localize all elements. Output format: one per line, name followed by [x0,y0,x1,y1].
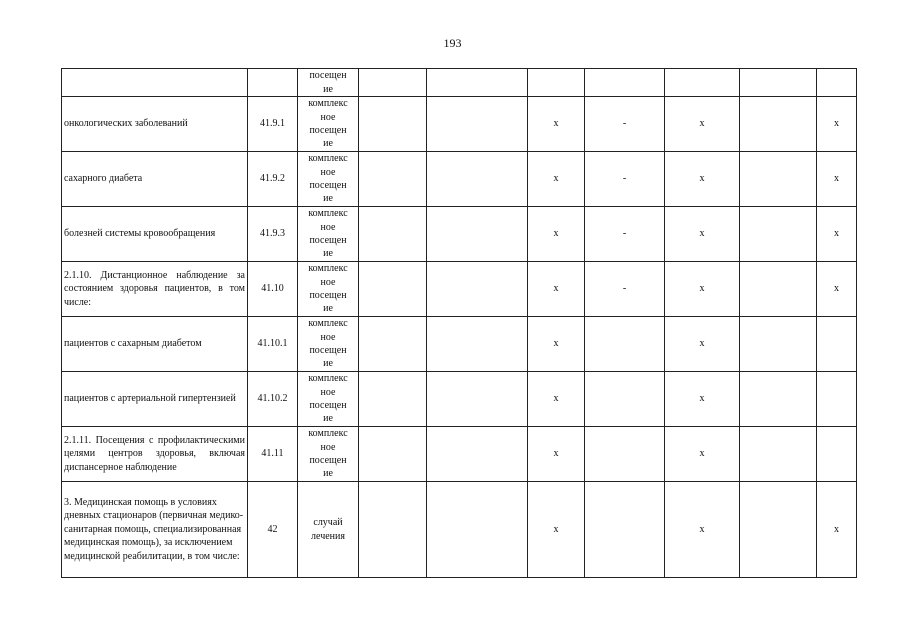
row-unit: комплекс ное посещен ие [298,97,359,152]
cell [585,372,665,427]
cell [817,427,857,482]
cell [740,207,817,262]
row-name: 2.1.10. Дистанционное наблюдение за состоянием здоровья пациентов, в том числе: [62,262,248,317]
row-code: 41.9.3 [248,207,298,262]
row-unit: комплекс ное посещен ие [298,262,359,317]
row-unit: посещен ие [298,69,359,97]
row-unit: комплекс ное посещен ие [298,152,359,207]
cell: x [665,262,740,317]
cell: x [817,97,857,152]
row-unit: комплекс ное посещен ие [298,317,359,372]
cell: x [665,207,740,262]
cell: x [528,262,585,317]
cell [585,427,665,482]
table-row [62,97,857,152]
cell [359,482,427,578]
row-code: 41.10 [248,262,298,317]
row-code: 41.11 [248,427,298,482]
cell: x [817,262,857,317]
table-row [62,317,857,372]
cell [740,152,817,207]
cell [427,482,528,578]
row-code: 41.10.1 [248,317,298,372]
row-unit: комплекс ное посещен ие [298,372,359,427]
cell [427,69,528,97]
cell [740,262,817,317]
cell [427,207,528,262]
cell: x [528,372,585,427]
table-row [62,372,857,427]
row-unit: случай лечения [298,482,359,578]
row-name: 3. Медицинская помощь в условиях дневных стационаров (первичная медико-санитарная помощь, специализированная медицинская помощь), за исключением медицинской реабилитации, в том числе: [62,482,248,578]
row-name: сахарного диабета [62,152,248,207]
cell [359,69,427,97]
row-name: пациентов с артериальной гипертензией [62,372,248,427]
cell: x [528,152,585,207]
row-unit: комплекс ное посещен ие [298,427,359,482]
cell [817,317,857,372]
cell [817,69,857,97]
cell: x [528,207,585,262]
cell: x [817,152,857,207]
cell: x [528,317,585,372]
row-name: 2.1.11. Посещения с профилактическими целями центров здоровья, включая диспансерное наблюдение [62,427,248,482]
cell [740,97,817,152]
cell [427,97,528,152]
cell [665,69,740,97]
cell [740,482,817,578]
row-code: 41.10.2 [248,372,298,427]
cell [528,69,585,97]
cell: x [665,372,740,427]
cell: x [665,97,740,152]
cell [359,317,427,372]
table-row [62,427,857,482]
row-code [248,69,298,97]
cell [359,262,427,317]
row-code: 41.9.2 [248,152,298,207]
cell: x [817,482,857,578]
page-number: 193 [443,36,462,50]
cell [585,482,665,578]
cell [359,427,427,482]
cell [359,97,427,152]
cell [740,69,817,97]
cell [585,69,665,97]
cell: x [665,152,740,207]
cell [359,152,427,207]
cell: x [817,207,857,262]
cell [427,262,528,317]
table-row [62,69,857,97]
cell: x [528,97,585,152]
row-code: 42 [248,482,298,578]
cell [817,372,857,427]
cell: x [665,427,740,482]
cell [740,427,817,482]
row-code: 41.9.1 [248,97,298,152]
row-name: болезней системы кровообращения [62,207,248,262]
cell: x [528,482,585,578]
cell [427,427,528,482]
cell [427,152,528,207]
cell: - [585,97,665,152]
cell: - [585,207,665,262]
cell: - [585,262,665,317]
data-table [61,68,857,578]
table-row [62,207,857,262]
cell [359,372,427,427]
cell [359,207,427,262]
table-row [62,152,857,207]
row-name [62,69,248,97]
cell [740,372,817,427]
cell [427,372,528,427]
cell: x [665,482,740,578]
table-row [62,482,857,578]
cell: - [585,152,665,207]
row-unit: комплекс ное посещен ие [298,207,359,262]
row-name: онкологических заболеваний [62,97,248,152]
row-name: пациентов с сахарным диабетом [62,317,248,372]
cell: x [665,317,740,372]
cell: x [528,427,585,482]
cell [427,317,528,372]
table-row [62,262,857,317]
cell [740,317,817,372]
cell [585,317,665,372]
